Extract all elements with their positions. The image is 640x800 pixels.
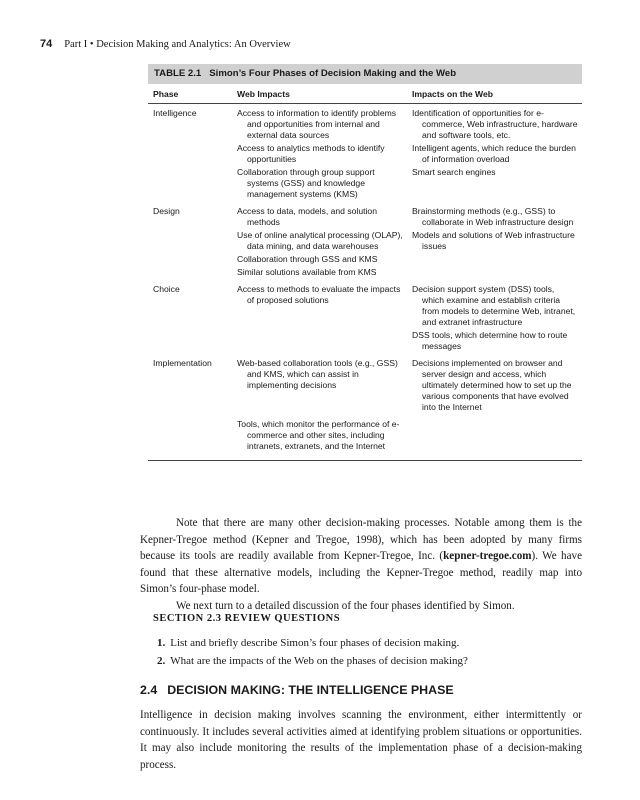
- paragraph-text: ). We have found that these alternative models, including the Kepner-Tregoe method, readily map into Simon’s four-phase model.: [140, 550, 582, 595]
- phases-table: [148, 84, 582, 461]
- web-impacts-cell: [232, 202, 407, 280]
- body-paragraphs: [140, 515, 582, 614]
- paragraph-kepner-tregoe: [140, 515, 582, 598]
- cell-item: Collaboration through group support systems (GSS) and knowledge management systems (KMS): [237, 167, 375, 199]
- cell-item: Access to methods to evaluate the impacts of proposed solutions: [237, 284, 401, 305]
- cell-item: Intelligent agents, which reduce the burden of information overload: [412, 143, 576, 164]
- web-impacts-cell: [232, 280, 407, 354]
- page-number: 74: [40, 38, 53, 50]
- cell-item: Access to data, models, and solution methods: [237, 206, 377, 227]
- section-title: DECISION MAKING: THE INTELLIGENCE PHASE: [167, 683, 454, 697]
- cell-item: Decisions implemented on browser and server design and access, which ultimately determined how to set up the various components that have evolved into the Internet: [412, 358, 572, 412]
- review-questions-list: [157, 634, 468, 670]
- question-text: List and briefly describe Simon’s four phases of decision making.: [170, 637, 460, 649]
- paragraph-intelligence: Intelligence in decision making involves scanning the environment, either intermittently or continuously. It includes several activities aimed at identifying problem situations or opportunities. It may also include monitoring the results of the implementation phase of a decision-making process.: [140, 709, 582, 771]
- table-title: Simon’s Four Phases of Decision Making and the Web: [209, 68, 457, 79]
- cell-item: Similar solutions available from KMS: [237, 267, 377, 277]
- phase-cell: Implementation: [148, 354, 232, 461]
- web-impacts-cell: [232, 354, 407, 461]
- running-head-text: Part I • Decision Making and Analytics: An Overview: [64, 39, 291, 50]
- cell-item: Smart search engines: [412, 167, 496, 177]
- row-intelligence: [148, 104, 582, 203]
- cell-item: Web-based collaboration tools (e.g., GSS) and KMS, which can assist in implementing decisions: [237, 358, 398, 390]
- cell-item: Brainstorming methods (e.g., GSS) to collaborate in Web infrastructure design: [412, 206, 574, 227]
- web-impacts-cell: [232, 104, 407, 203]
- row-design: [148, 202, 582, 280]
- cell-item: Decision support system (DSS) tools, which examine and establish criteria from models to determine Web, intranet, and extranet infrastructure: [412, 284, 576, 327]
- row-choice: [148, 280, 582, 354]
- question-item: [157, 634, 468, 652]
- section-number: 2.4: [140, 683, 158, 697]
- table-caption: [148, 64, 582, 84]
- question-item: [157, 652, 468, 670]
- cell-item: Access to information to identify problems and opportunities from internal and external data sources: [237, 108, 397, 140]
- kepner-tregoe-link[interactable]: kepner-tregoe.com: [443, 550, 532, 562]
- phase-cell: Design: [153, 206, 180, 216]
- table-2-1: [148, 64, 582, 461]
- impacts-on-web-cell: [407, 202, 582, 280]
- row-implementation: [148, 354, 582, 461]
- cell-item: Collaboration through GSS and KMS: [237, 254, 378, 264]
- cell-item: Access to analytics methods to identify opportunities: [237, 143, 385, 164]
- impacts-on-web-cell: [407, 354, 582, 461]
- header-impacts-on-web: Impacts on the Web: [407, 84, 582, 104]
- cell-item: Use of online analytical processing (OLAP), data mining, and data warehouses: [237, 230, 403, 251]
- cell-item: Models and solutions of Web infrastructure issues: [412, 230, 575, 251]
- paragraph-next-turn: We next turn to a detailed discussion of the four phases identified by Simon.: [176, 599, 515, 612]
- phase-cell: Intelligence: [153, 108, 197, 118]
- question-text: What are the impacts of the Web on the phases of decision making?: [170, 655, 468, 667]
- table-label: TABLE 2.1: [154, 68, 202, 79]
- table-header-row: [148, 84, 582, 104]
- paragraph-text: Note that there are many other decision-making processes. Notable among them is the Kepner-Tregoe method (Kepner and Tregoe, 1998), which has been adopted by many firms because its tools are readily available from Kepner-Tregoe, Inc. (: [140, 517, 582, 562]
- question-number: 2.: [157, 655, 166, 667]
- cell-item: Identification of opportunities for e-commerce, Web infrastructure, hardware and software tools, etc.: [412, 108, 578, 140]
- impacts-on-web-cell: [407, 104, 582, 203]
- phase-cell: Choice: [153, 284, 180, 294]
- cell-item: Tools, which monitor the performance of e-commerce and other sites, including intranets, extranets, and the Internet: [237, 419, 400, 451]
- review-questions-heading: SECTION 2.3 REVIEW QUESTIONS: [153, 613, 341, 624]
- running-head: [40, 38, 291, 50]
- intelligence-phase-body: [140, 707, 582, 773]
- cell-item: DSS tools, which determine how to route messages: [412, 330, 568, 351]
- impacts-on-web-cell: [407, 280, 582, 354]
- section-heading: [140, 683, 454, 697]
- header-web-impacts: Web Impacts: [232, 84, 407, 104]
- question-number: 1.: [157, 637, 166, 649]
- header-phase: Phase: [148, 84, 232, 104]
